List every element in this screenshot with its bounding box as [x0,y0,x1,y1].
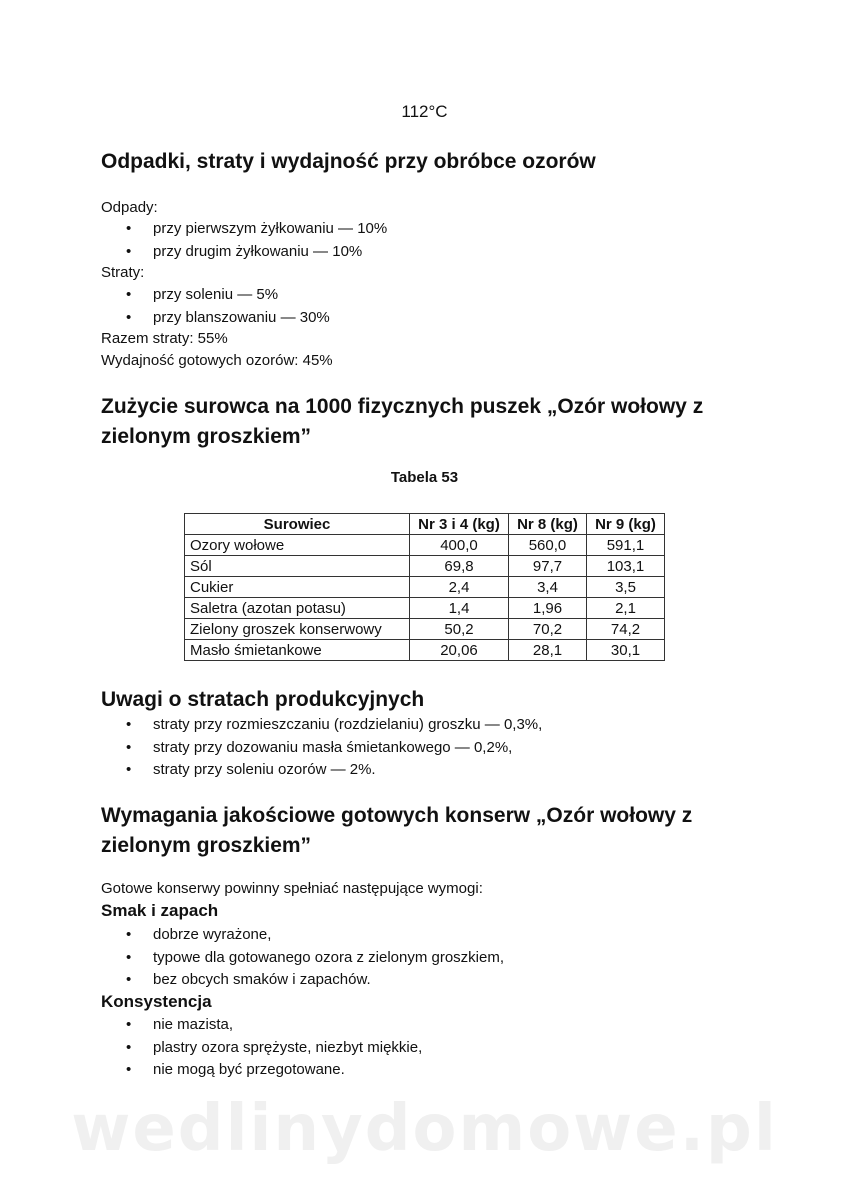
table-row [185,640,665,661]
list-item: • nie mogą być przegotowane. [101,1059,422,1082]
table-cell: 30,1 [587,640,665,661]
consistency-heading: Konsystencja [101,992,212,1011]
title-line: Zużycie surowca na 1000 fizycznych puszek „Ozór wołowy z [101,395,704,418]
table-cell: 400,0 [410,535,509,556]
consistency-list [101,1014,422,1082]
table-caption: Tabela 53 [390,469,459,486]
table-cell: 28,1 [509,640,587,661]
table-cell: Masło śmietankowe [185,640,410,661]
table-cell: 103,1 [587,556,665,577]
list-item: • plastry ozora sprężyste, niezbyt miękkie, [101,1037,422,1060]
table-cell: Cukier [185,577,410,598]
section-quality-title [101,801,692,861]
table-cell: 560,0 [509,535,587,556]
table-row [185,598,665,619]
quality-intro: Gotowe konserwy powinny spełniać następujące wymogi: [101,880,483,897]
column-header: Nr 8 (kg) [509,514,587,535]
table-cell: 2,4 [410,577,509,598]
table-cell: 69,8 [410,556,509,577]
column-header: Nr 3 i 4 (kg) [410,514,509,535]
title-line: Wymagania jakościowe gotowych konserw „Ozór wołowy z [101,804,693,827]
yield-line: Wydajność gotowych ozorów: 45% [101,352,333,369]
list-item: • typowe dla gotowanego ozora z zielonym groszkiem, [101,947,504,970]
table-cell: Sól [185,556,410,577]
taste-list [101,924,504,992]
column-header: Surowiec [185,514,410,535]
table-cell: 591,1 [587,535,665,556]
title-line: zielonym groszkiem” [101,425,312,448]
list-item: • straty przy rozmieszczaniu (rozdzielaniu) groszku — 0,3%, [101,714,542,737]
table-cell: 70,2 [509,619,587,640]
table-cell: 3,4 [509,577,587,598]
table-cell: 2,1 [587,598,665,619]
losses-list [101,284,330,329]
taste-heading: Smak i zapach [101,901,219,920]
list-item: • dobrze wyrażone, [101,924,504,947]
table-cell: 74,2 [587,619,665,640]
list-item: • przy drugim żyłkowaniu — 10% [101,241,387,264]
table-row [185,556,665,577]
table-header-row [185,514,665,535]
table-cell: 20,06 [410,640,509,661]
table-cell: 50,2 [410,619,509,640]
section-waste-title: Odpadki, straty i wydajność przy obróbce ozorów [101,150,596,173]
table-cell: Saletra (azotan potasu) [185,598,410,619]
section-notes-title: Uwagi o stratach produkcyjnych [101,688,425,711]
total-losses: Razem straty: 55% [101,330,228,347]
table-cell: 97,7 [509,556,587,577]
waste-label: Odpady: [101,199,158,216]
table-cell: Zielony groszek konserwowy [185,619,410,640]
waste-list [101,218,387,263]
list-item: • przy blanszowaniu — 30% [101,307,330,330]
list-item: • bez obcych smaków i zapachów. [101,969,504,992]
list-item: • straty przy soleniu ozorów — 2%. [101,759,542,782]
table-cell: 3,5 [587,577,665,598]
list-item: • nie mazista, [101,1014,422,1037]
section-consumption-title [101,392,703,452]
title-line: zielonym groszkiem” [101,834,312,857]
table-cell: 1,4 [410,598,509,619]
consumption-table [184,513,665,661]
table-cell: 1,96 [509,598,587,619]
notes-list [101,714,542,782]
temperature-line: 112°C [401,102,448,121]
table-row [185,535,665,556]
list-item: • przy pierwszym żyłkowaniu — 10% [101,218,387,241]
column-header: Nr 9 (kg) [587,514,665,535]
table-row [185,577,665,598]
table-cell: Ozory wołowe [185,535,410,556]
watermark: wedlinydomowe.pl [71,1092,778,1166]
losses-label: Straty: [101,264,145,281]
table-row [185,619,665,640]
list-item: • straty przy dozowaniu masła śmietankowego — 0,2%, [101,737,542,760]
list-item: • przy soleniu — 5% [101,284,330,307]
